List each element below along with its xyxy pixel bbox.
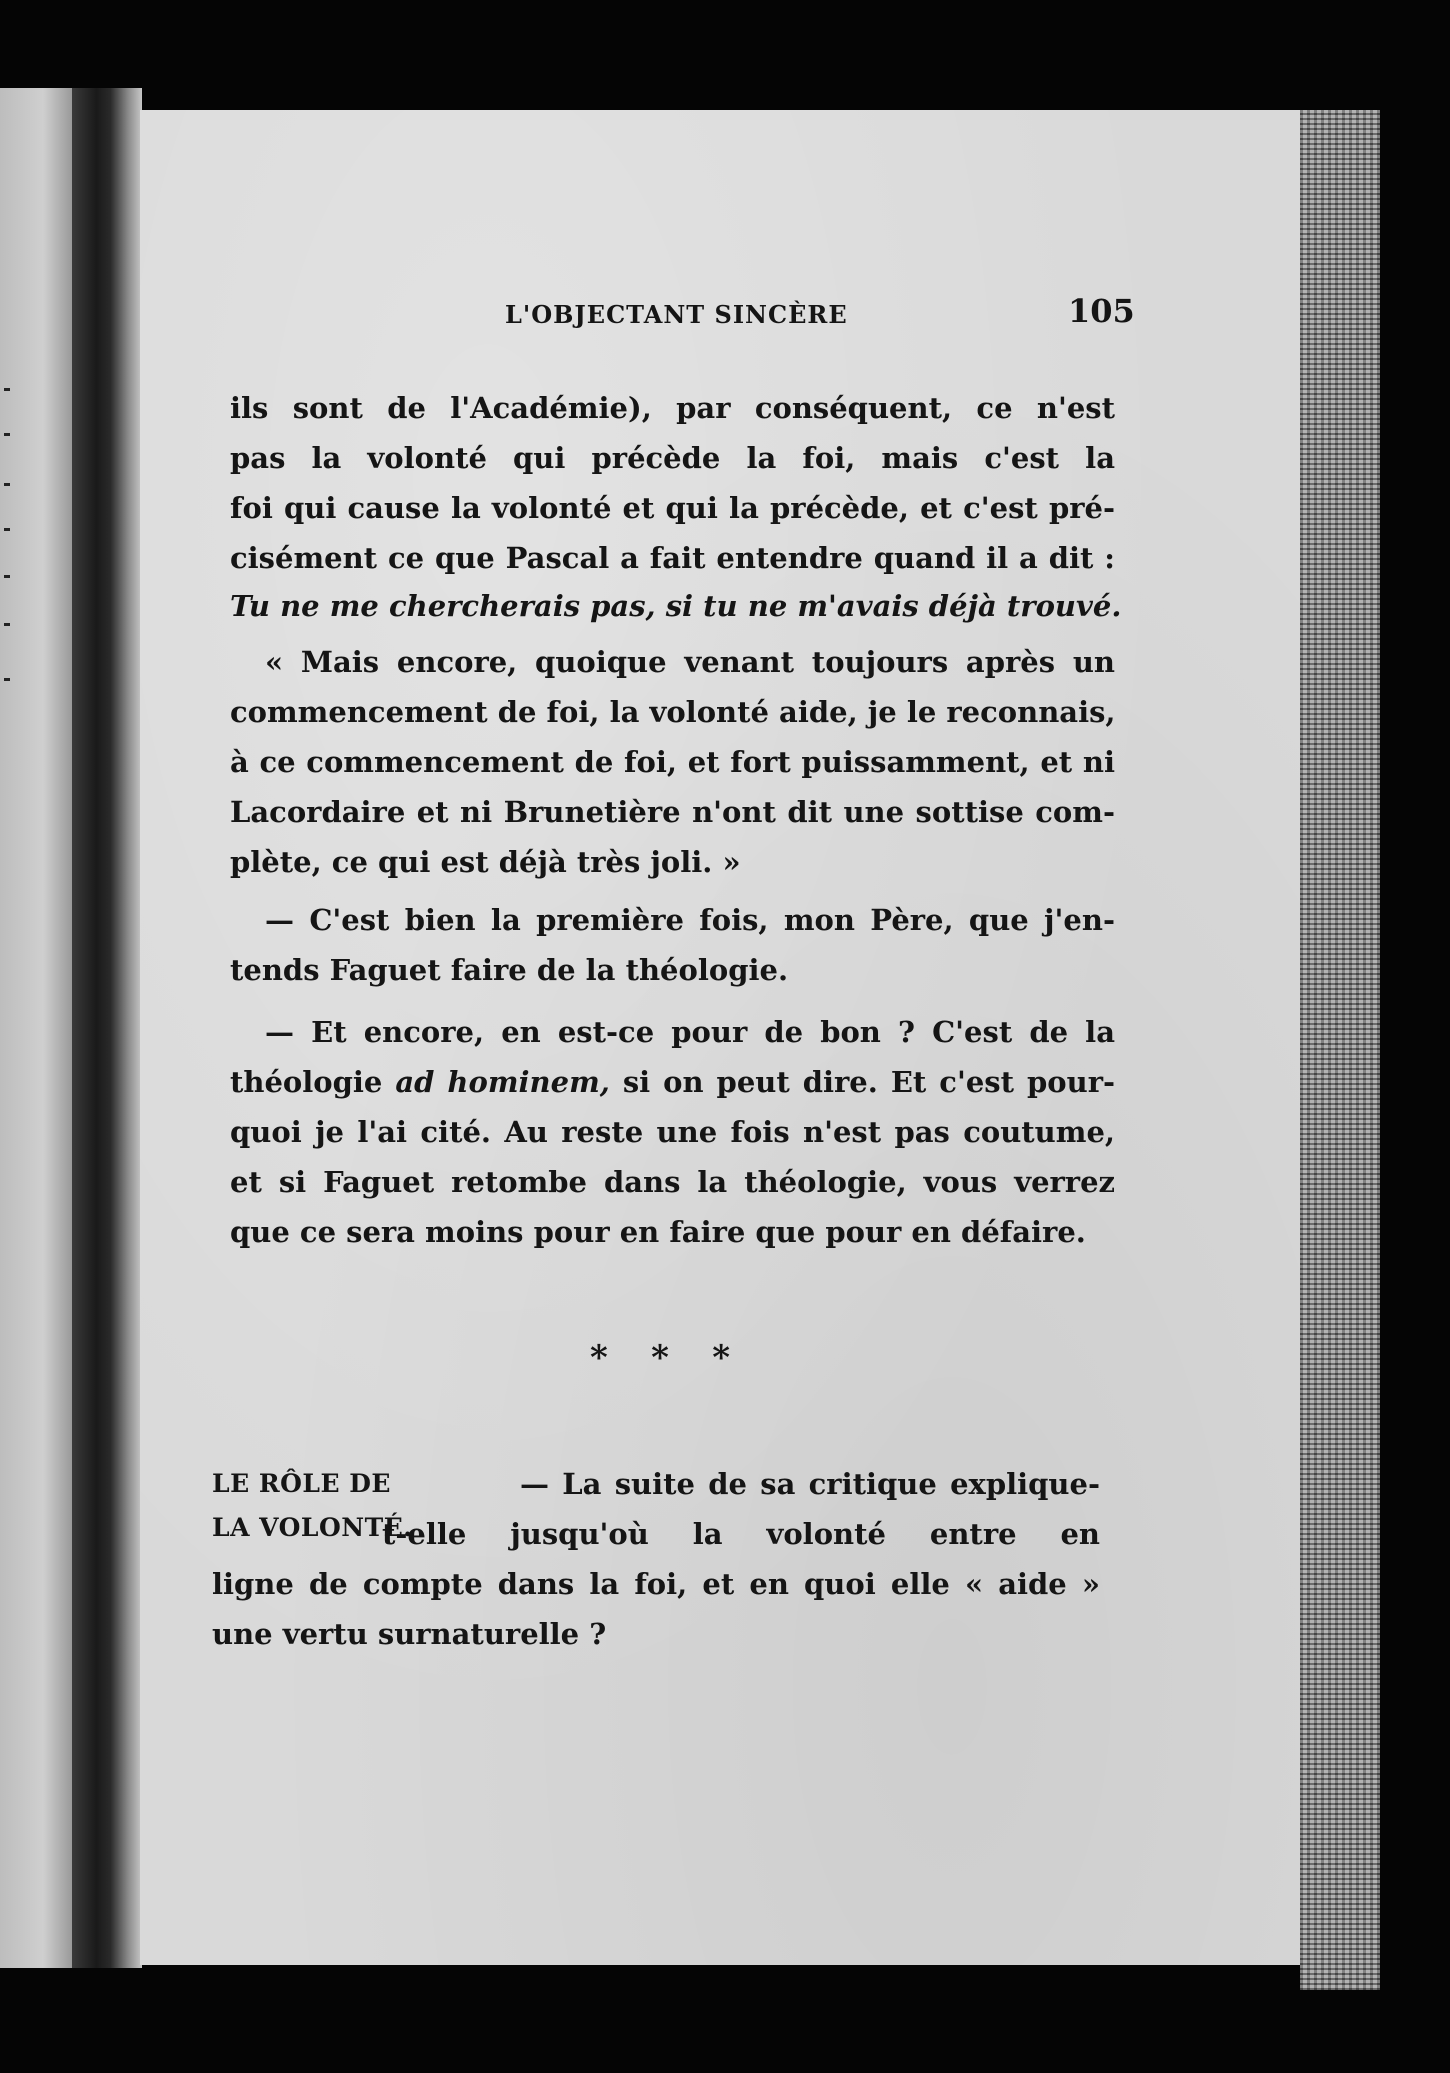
text-fragment: théologie — [230, 1065, 396, 1099]
page-number: 105 — [1068, 292, 1135, 330]
text-line: ligne de compte dans la foi, et en quoi elle « aide » — [212, 1567, 1100, 1601]
asterisk: * — [590, 1338, 608, 1378]
margin-mark — [4, 433, 10, 436]
text-fragment: si on peut dire. Et c'est pour- — [609, 1065, 1116, 1099]
text-line: et si Faguet retombe dans la théologie, vous verrez — [230, 1165, 1115, 1199]
text-line: — La suite de sa critique explique- — [520, 1467, 1100, 1501]
margin-mark — [4, 623, 10, 626]
text-line: une vertu surnaturelle ? — [212, 1617, 607, 1651]
text-line: à ce commencement de foi, et fort puissamment, et ni — [230, 745, 1115, 779]
italic-fragment: ad hominem, — [395, 1065, 610, 1099]
margin-mark — [4, 575, 10, 578]
text-line — [230, 1060, 1115, 1104]
text-line: « Mais encore, quoique venant toujours après un — [265, 645, 1115, 679]
text-line: Lacordaire et ni Brunetière n'ont dit une sottise com- — [230, 795, 1115, 829]
section-ornament — [590, 1338, 730, 1378]
margin-mark — [4, 678, 10, 681]
text-line: — C'est bien la première fois, mon Père, que j'en- — [265, 903, 1115, 937]
text-line: que ce sera moins pour en faire que pour en défaire. — [230, 1215, 1086, 1249]
text-line: pas la volonté qui précède la foi, mais c'est la — [230, 441, 1115, 475]
text-line: ils sont de l'Académie), par conséquent, ce n'est — [230, 391, 1115, 425]
text-line: quoi je l'ai cité. Au reste une fois n'est pas coutume, — [230, 1115, 1115, 1149]
margin-mark — [4, 528, 10, 531]
text-line: tends Faguet faire de la théologie. — [230, 953, 789, 987]
margin-mark — [4, 388, 10, 391]
margin-heading-line: LA VOLONTÉ. — [212, 1513, 413, 1542]
quotation-line: Tu ne me chercherais pas, si tu ne m'avais déjà trouvé. — [230, 589, 1122, 623]
margin-heading-line: LE RÔLE DE — [212, 1469, 391, 1498]
text-line: foi qui cause la volonté et qui la précède, et c'est pré- — [230, 491, 1115, 525]
asterisk: * — [651, 1338, 669, 1378]
book-gutter — [72, 88, 142, 1968]
margin-mark — [4, 483, 10, 486]
asterisk: * — [712, 1338, 730, 1378]
previous-page-edge — [0, 88, 72, 1968]
text-line: plète, ce qui est déjà très joli. » — [230, 845, 741, 879]
text-line: — Et encore, en est-ce pour de bon ? C'est de la — [265, 1015, 1115, 1049]
text-line: commencement de foi, la volonté aide, je le reconnais, — [230, 695, 1116, 729]
text-line: t-elle jusqu'où la volonté entre en — [382, 1517, 1100, 1551]
running-head: L'OBJECTANT SINCÈRE — [505, 300, 848, 329]
text-line: cisément ce que Pascal a fait entendre quand il a dit : — [230, 541, 1115, 575]
page-fore-edge — [1300, 110, 1380, 1990]
